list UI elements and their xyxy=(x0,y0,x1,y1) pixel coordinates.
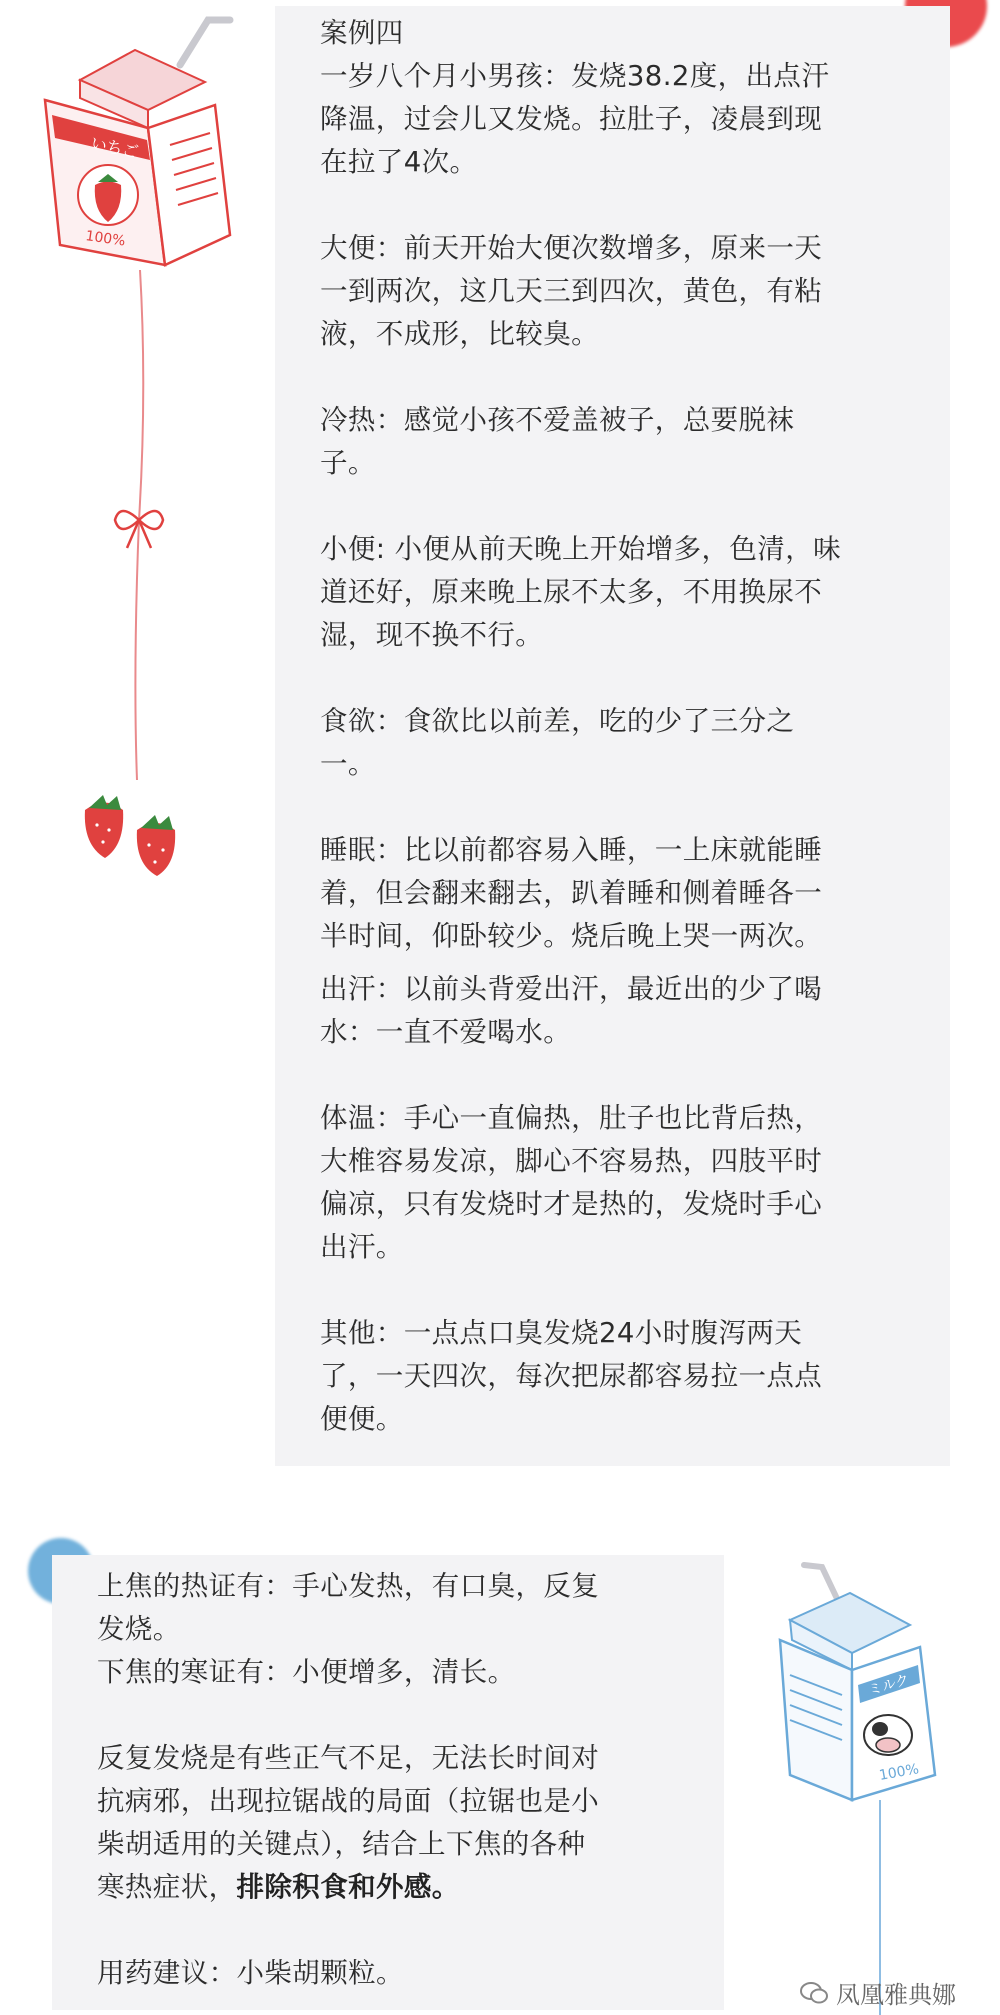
hanging-string-decoration xyxy=(75,270,215,890)
strawberry-carton-label: いちご xyxy=(89,133,141,162)
sweat-section: 出汗：以前头背爱出汗，最近出的少了喝 水：一直不爱喝水。 xyxy=(320,973,823,1048)
milk-carton-percent: 100% xyxy=(877,1761,921,1784)
temperature-section: 体温：手心一直偏热，肚子也比背后热， 大椎容易发凉，脚心不容易热，四肢平时 偏凉，只有发烧时才是热的，发烧时手心 出汗。 xyxy=(320,1102,823,1263)
analysis-paragraph-text: 反复发烧是有些正气不足，无法长时间对 抗病邪，出现拉锯战的局面（拉锯也是小 柴胡适用的关键点），结合上下焦的各种 寒热症状， xyxy=(97,1742,600,1903)
upper-jiao-heat: 上焦的热证有：手心发热，有口臭，反复 发烧。 xyxy=(97,1570,600,1645)
lower-jiao-cold: 下焦的寒证有：小便增多，清长。 xyxy=(97,1656,516,1688)
analysis-bold-conclusion: 排除积食和外感。 xyxy=(236,1871,460,1903)
analysis-paragraph xyxy=(97,1737,724,1909)
urine-section: 小便: 小便从前天晚上开始增多，色清，味 道还好，原来晚上尿不太多，不用换尿不 湿，现不换不行。 xyxy=(320,533,842,651)
sleep-section: 睡眠：比以前都容易入睡，一上床就能睡 着，但会翻来翻去，趴着睡和侧着睡各一 半时间，仰卧较少。烧后晚上哭一两次。 xyxy=(320,834,823,952)
medication-advice: 用药建议：小柴胡颗粒。 xyxy=(97,1957,404,1989)
strawberry-icon xyxy=(85,795,123,858)
watermark-text: 凤凰雅典娜 xyxy=(836,1981,956,2009)
milk-carton-label: ミルク xyxy=(866,1671,912,1699)
strawberry-milk-carton-icon xyxy=(30,10,240,280)
strawberry-carton-percent: 100% xyxy=(84,228,127,250)
wechat-watermark xyxy=(800,1975,956,2010)
case-card xyxy=(275,6,950,1466)
stool-section: 大便：前天开始大便次数增多，原来一天 一到两次，这几天三到四次，黄色，有粘 液，不成形，比较臭。 xyxy=(320,232,823,350)
appetite-section: 食欲：食欲比以前差，吃的少了三分之 一。 xyxy=(320,705,795,780)
analysis-card xyxy=(52,1555,724,2010)
cold-heat-section: 冷热：感觉小孩不爱盖被子，总要脱袜 子。 xyxy=(320,404,795,479)
case-intro: 一岁八个月小男孩：发烧38.2度，出点汗 降温，过会儿又发烧。拉肚子，凌晨到现 在拉了4次。 xyxy=(320,60,830,178)
wechat-icon xyxy=(800,1981,828,2005)
other-section: 其他：一点点口臭发烧24小时腹泻两天 了，一天四次，每次把尿都容易拉一点点 便便。 xyxy=(320,1317,823,1435)
milk-carton-icon xyxy=(760,1555,960,1815)
strawberry-icon xyxy=(137,815,175,876)
case-title: 案例四 xyxy=(320,17,404,49)
